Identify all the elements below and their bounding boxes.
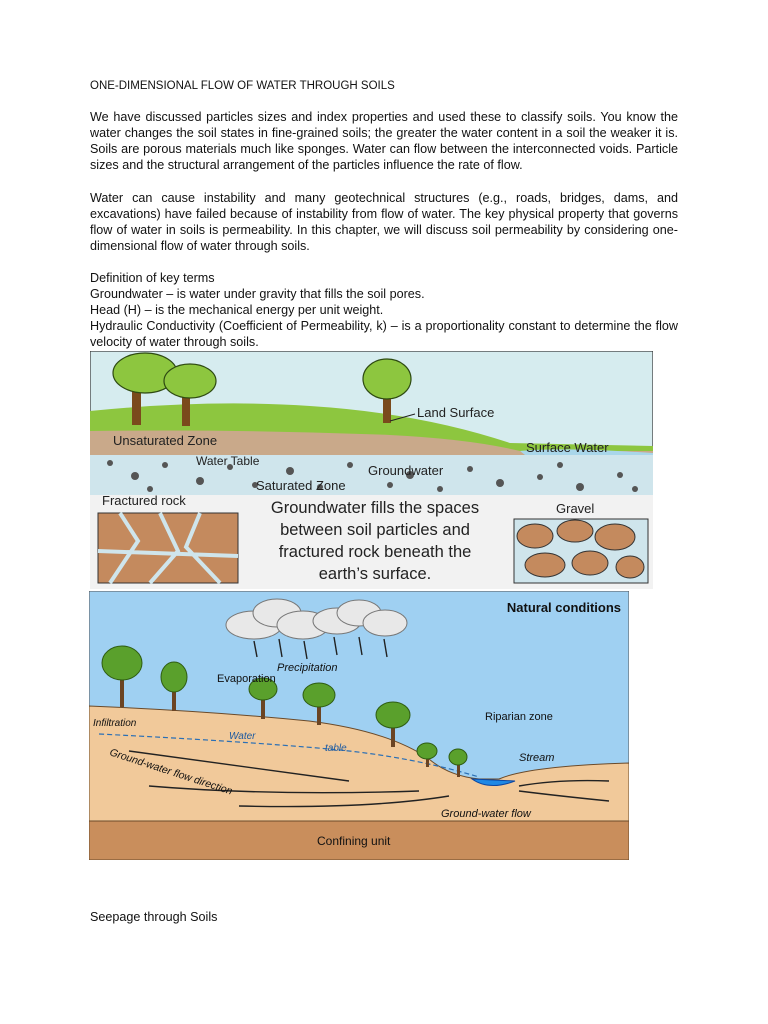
stream-label: Stream (519, 752, 555, 764)
unsaturated-zone-label: Unsaturated Zone (113, 433, 218, 448)
gravel (514, 519, 648, 583)
caption-line-1: Groundwater fills the spaces (270, 499, 480, 517)
table-label: table (325, 743, 347, 754)
definition-hydraulic-conductivity: Hydraulic Conductivity (Coefficient of Permeability, k) – is a proportionality constant to determine the flow velocity of water through soils. (90, 319, 678, 350)
riparian-zone-label: Riparian zone (485, 711, 553, 723)
natural-conditions-figure (89, 591, 629, 860)
evaporation-label: Evaporation (217, 673, 276, 685)
flow-direction-label: Ground-water flow direction (108, 746, 234, 798)
definition-head: Head (H) – is the mechanical energy per unit weight. (90, 303, 384, 318)
caption-line-3: fractured rock beneath the (278, 543, 472, 561)
saturated-zone-label: Saturated Zone (256, 478, 346, 493)
infiltration-label: Infiltration (93, 718, 137, 729)
fractured-rock (98, 513, 238, 583)
water-label: Water (229, 731, 256, 742)
paragraph-2: Water can cause instability and many geotechnical structures (e.g., roads, bridges, dams, and excavations) have failed because of instability from flow of water. The key physical property that governs flow of water in soils is permeability. In this chapter, we will discuss soil permeability by considering one-dimensional flow of water through soils. (90, 191, 678, 254)
definitions-block (90, 270, 678, 350)
paragraph-1: We have discussed particles sizes and index properties and used these to classify soils. You know the water changes the soil states in fine-grained soils; the greater the water content in a soil the weaker it is. Soils are porous materials much like sponges. Water can flow between the interconnected voids. Particle sizes and the structural arrangement of the particles influence the rate of flow. (90, 110, 678, 173)
caption-line-2: between soil particles and (280, 521, 470, 539)
figure2-title: Natural conditions (506, 600, 621, 615)
groundwater-figure (90, 351, 653, 589)
definition-groundwater: Groundwater – is water under gravity that fills the soil pores. (90, 287, 425, 302)
confining-unit-label: Confining unit (317, 834, 391, 848)
precipitation-label: Precipitation (277, 662, 338, 674)
gravel-label: Gravel (556, 501, 595, 516)
fractured-rock-label: Fractured rock (102, 493, 186, 508)
groundwater-flow-label: Ground-water flow (441, 808, 531, 820)
groundwater-label: Groundwater (368, 463, 444, 478)
caption-line-4: earth’s surface. (318, 565, 432, 583)
document-title: ONE-DIMENSIONAL FLOW OF WATER THROUGH SOILS (90, 80, 395, 92)
section-heading: Seepage through Soils (90, 910, 218, 924)
land-surface-label: Land Surface (417, 405, 495, 420)
water-table-label: Water Table (196, 454, 260, 468)
definitions-heading: Definition of key terms (90, 271, 215, 285)
surface-water-label: Surface Water (526, 440, 609, 455)
